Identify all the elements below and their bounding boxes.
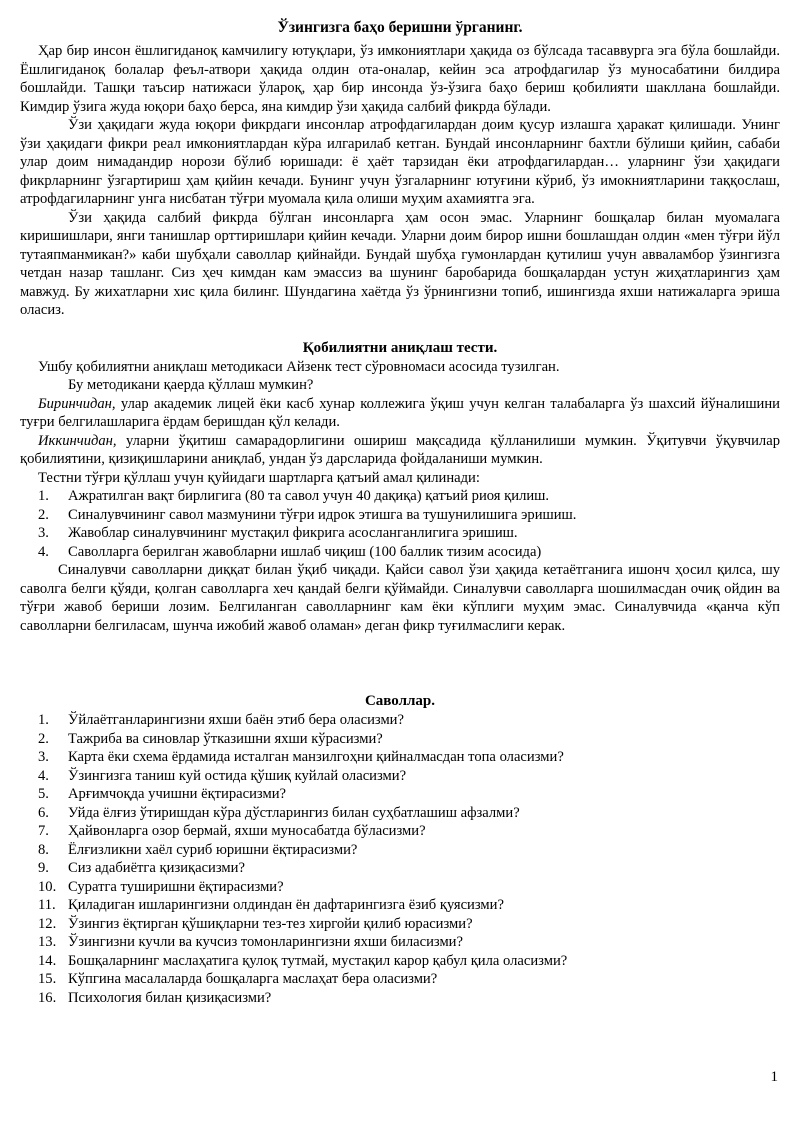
list-item: 2. Тажриба ва синовлар ўтказишни яхши кўрасизми? <box>38 730 383 747</box>
list-item: 5. Арғимчоқда учишни ёқтирасизми? <box>38 786 286 802</box>
list-item: 3. Жавоблар синалувчининг мустақил фикрига асосланганлигига эришиш. <box>38 525 518 541</box>
intro-paragraph-3: Ўзи ҳақида салбий фикрда бўлган инсонларга ҳам осон эмас. Уларнинг бошқалар билан муомалага киришишлари, янги танишлар орттиришлари қийин кечади. Уларни доим бирор ишни бошлашдан олдин «мен тўғри йўл тутаяпманмикан?» каби шубҳали саволлар қийнайди. Бундай шубҳа гумонлардан қутилиш учун авваламбор ўзингизга четдан назар ташланг. Сиз ҳеч кимдан кам эмассиз ва шунинг баробарида бошқалардан устун жиҳатларингиз ҳам мавжуд. Бу жихатларни хис қила билинг. Шундагина хаётда ўз ўрнингизни топиб, ишингизда яхши натижаларга эриша оласиз. <box>20 209 780 318</box>
intro-paragraph-2: Ўзи ҳақидаги жуда юқори фикрдаги инсонлар атрофдагилардан доим қусур излашга ҳаракат қилишади. Унинг ўзи ҳақидаги фикри реал имкониятлардан кўра илгарилаб кетган. Бундай инсонларнинг бахтли бўлиши қийин, сабаби улар доим нимадандир норози бўлиб юришади: ё ҳаёт тарзидан ёки атрофдагилардан… уларнинг ўзи ҳақидаги фикрларнинг ўзгартириш ҳам қийин кечади. Бунинг учун ўзгаларнинг ютуғини кўриб, ўз имокниятларини таққослаш, атрофдагиларнинг унга нисбатан тўғри муомала қила олиши муҳим ахамиятга эга. <box>20 117 780 207</box>
test-paragraph-second <box>20 432 780 469</box>
spacer <box>20 320 780 338</box>
second-lead-word: Иккинчидан, <box>38 432 117 449</box>
list-item: 14. Бошқаларнинг маслаҳатига қулоқ тутмай, мустақил карор қабул қила оласизми? <box>38 952 568 969</box>
list-item: 8. Ёлғизликни хаёл суриб юришни ёқтирасизми? <box>38 841 358 858</box>
list-item: 1. Ўйлаётганларингизни яхши баён этиб бера оласизми? <box>38 712 404 728</box>
spacer <box>20 635 780 691</box>
list-item: 1. Ажратилган вақт бирлигига (80 та савол учун 40 дақиқа) қатъий риоя қилиш. <box>38 488 550 504</box>
questions-list <box>20 711 780 1007</box>
intro-paragraph-1: Ҳар бир инсон ёшлигиданоқ камчилигу ютуқлари, ўз имкониятлари ҳақида оз бўлсада тасаввурга эга бўла бошлайди. Ёшлигиданоқ болалар феъл-атвори ҳақида олдин ота-оналар, кейин эса атрофдагилар ўз муносабатини билдира бошлайди. Ташқи таъсир натижаси ўлароқ, ҳар бир инсонда ўз-ўзига баҳо бериш қобилияти шаклланa бошлайди. Кимдир ўзига жуда юқори баҳо берса, яна кимдир ўзи ҳақида салбий фикрда бўлади. <box>20 43 780 115</box>
list-item: 7. Ҳайвонларга озор бермай, яхши муносабатда бўласизми? <box>38 823 426 839</box>
test-closing-paragraph: Синалувчи саволларни диққат билан ўқиб чиқади. Қайси савол ўзи ҳақида кетаётганига ишонч ҳосил қилса, шу саволга белги қўяди, қолган саволларга хеч қандай белги қўймайди. Синалувчи саволларга шошилмасдан очиқ ойдин ва тўғри жавоб бериши лозим. Белгиланган саволларнинг кам ёки кўплиги муҳим эмас. Синалувчида «қанча кўп саволларни белгиласам, шунча ижобий жавоб оламан» деган фикр туғилмаслиги керак. <box>20 562 780 634</box>
second-text: уларни ўқитиш самарадорлигини ошириш мақсадида қўлланилиши мумкин. Ўқитувчи ўқувчилар қобилиятини, қизиқишларини аниқлаб, ундан ўз дарсларида фойдаланиши мумкин. <box>20 432 780 467</box>
list-item: 10. Суратга туширишни ёқтирасизми? <box>38 878 284 895</box>
first-lead-word: Биринчидан, <box>38 395 116 412</box>
list-item: 2. Синалувчининг савол мазмунини тўғри идрок этишга ва тушунилишига эришиш. <box>38 506 577 523</box>
list-item: 4. Саволларга берилган жавобларни ишлаб чиқиш (100 баллик тизим асосида) <box>38 543 542 560</box>
list-item: 13. Ўзингизни кучли ва кучсиз томонларингизни яхши биласизми? <box>38 934 463 950</box>
first-text: улар академик лицей ёки касб хунар коллежига ўқиш учун келган талабаларга ўз шахсий йўналишини туғри белгилашларига ёрдам беришдан қўл келади. <box>20 395 780 430</box>
document-page <box>20 18 780 1007</box>
list-item: 11. Қиладиган ишларингизни олдиндан ён дафтарингизга ёзиб қуясизми? <box>38 897 504 913</box>
list-item: 6. Уйда ёлғиз ўтиришдан кўра дўстларингиз билан суҳбатлашиш афзалми? <box>38 804 520 821</box>
list-item: 15. Кўпгина масалаларда бошқаларга маслаҳат бера оласизми? <box>38 971 438 987</box>
list-item: 3. Карта ёки схема ёрдамида исталган манзилгоҳни қийналмасдан топа оласизми? <box>38 749 564 765</box>
test-heading: Қобилиятни аниқлаш тести. <box>302 339 498 356</box>
list-item: 9. Сиз адабиётга қизиқасизми? <box>38 860 245 876</box>
list-item: 12. Ўзингиз ёқтирган қўшиқларни тез-тез хиргойи қилиб юрасизми? <box>38 915 473 932</box>
test-paragraph-2: Бу методикани қаерда қўллаш мумкин? <box>68 377 314 393</box>
test-paragraph-1: Ушбу қобилиятни аниқлаш методикаси Айзенк тест сўровномаси асосида тузилган. <box>38 358 560 375</box>
page-number: 1 <box>770 1069 778 1085</box>
test-paragraph-first <box>20 395 780 432</box>
rules-list <box>20 487 780 561</box>
list-item: 4. Ўзингизга таниш куй остида қўшиқ куйлай оласизми? <box>38 767 407 784</box>
questions-heading: Саволлар. <box>364 693 436 709</box>
rules-intro: Тестни тўғри қўллаш учун қуйидаги шартларга қатъий амал қилинади: <box>38 469 480 486</box>
document-title: Ўзингизга баҳо беришни ўрганинг. <box>277 19 523 36</box>
list-item: 16. Психология билан қизиқасизми? <box>38 989 272 1006</box>
